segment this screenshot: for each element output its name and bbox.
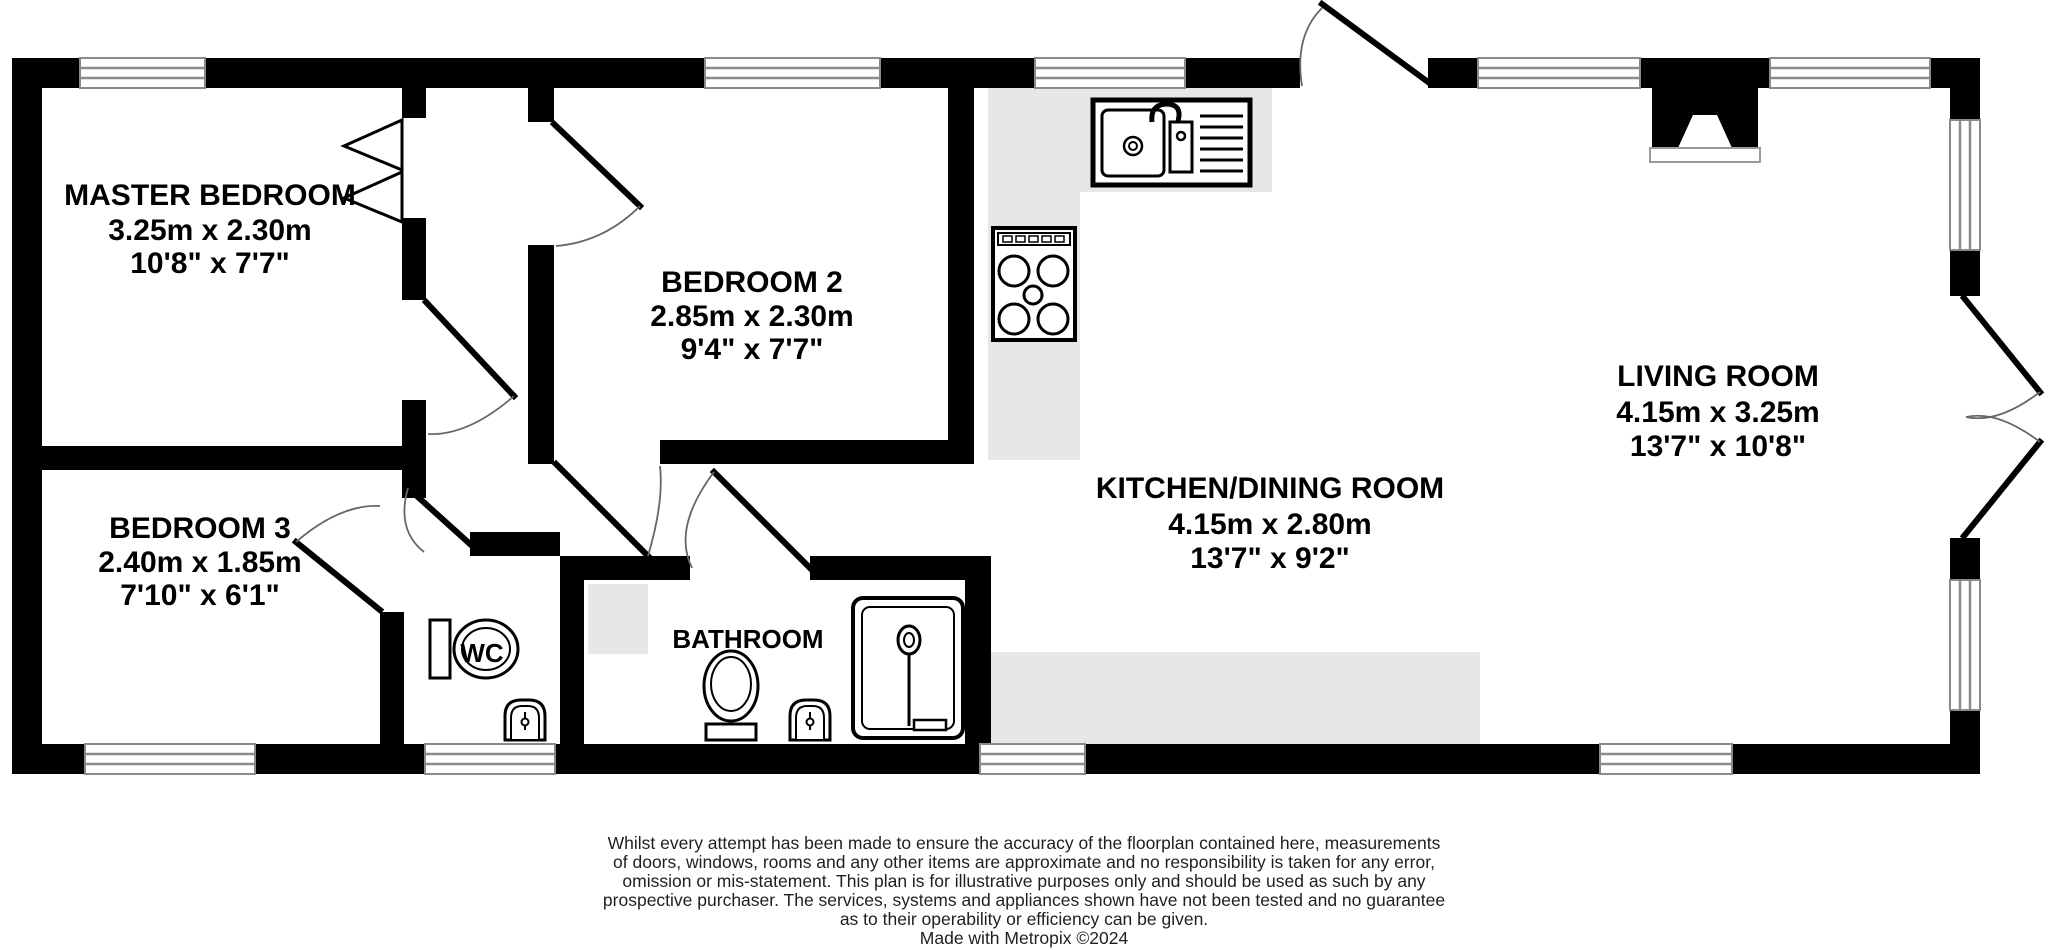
room-dim-metric: 2.85m x 2.30m [650,300,854,333]
french-doors [1964,298,2040,536]
bathroom-basin-icon [790,700,830,740]
window-master-top [80,58,205,88]
room-name: LIVING ROOM [1617,360,1819,393]
window-kitchen-top [1035,58,1185,88]
window-living-top-left [1478,58,1640,88]
disclaimer-line-5: as to their operability or efficiency can be given. [839,909,1209,929]
label-living-room [1616,360,1819,463]
disclaimer-line-1: Whilst every attempt has been made to ensure the accuracy of the floorplan contained here, measurements [607,833,1441,853]
disclaimer [603,833,1445,948]
label-master-bedroom [64,179,356,280]
bathroom-cupboard [588,584,648,654]
room-dim-imperial: 13'7" x 9'2" [1190,542,1350,575]
window-living-right-lower [1950,580,1980,710]
bathroom-toilet-icon [704,651,758,740]
kitchen-sink-icon [1093,100,1250,185]
room-dim-imperial: 13'7" x 10'8" [1629,430,1807,463]
label-kitchen-dining [1096,472,1444,575]
window-living-top-right [1770,58,1930,88]
bathroom-door [686,472,810,568]
disclaimer-line-3: omission or mis-statement. This plan is for illustrative purposes only and should be used as such by any [622,871,1426,891]
room-dim-metric: 3.25m x 2.30m [108,214,312,247]
metropix-credit: Made with Metropix ©2024 [919,928,1129,948]
room-labels [64,179,1820,668]
bedroom2-wardrobe-door [554,124,640,246]
disclaimer-line-4: prospective purchaser. The services, systems and appliances shown have not been tested and no guarantee [602,890,1446,910]
window-bedroom2-top [705,58,880,88]
room-name: KITCHEN/DINING ROOM [1095,472,1445,505]
fireplace-icon [1650,88,1760,162]
room-dim-metric: 4.15m x 2.80m [1168,508,1372,541]
label-wc: WC [460,638,504,668]
label-bedroom-3 [98,512,301,612]
room-name: BEDROOM 2 [661,266,843,299]
room-name: MASTER BEDROOM [64,179,356,212]
entrance-door [1300,4,1428,86]
room-dim-imperial: 9'4" x 7'7" [680,333,824,366]
bedroom3-door [296,506,380,610]
window-dining-bottom [980,744,1085,774]
shower-icon [853,598,963,738]
room-dim-metric: 2.40m x 1.85m [98,546,302,579]
dining-unit-zone [991,652,1480,744]
hob-icon [993,228,1075,340]
wc-basin-icon [505,700,545,740]
room-dim-imperial: 7'10" x 6'1" [120,579,280,612]
label-bathroom: BATHROOM [672,624,824,654]
bedroom2-door [556,464,661,556]
window-living-bottom [1600,744,1732,774]
wc-door [404,488,470,552]
label-bedroom-2 [650,266,853,366]
window-bedroom3-bottom [85,744,255,774]
room-dim-metric: 4.15m x 3.25m [1616,396,1820,429]
room-dim-imperial: 10'8" x 7'7" [130,247,290,280]
disclaimer-line-2: of doors, windows, rooms and any other items are approximate and no responsibility is taken for any error, [613,852,1435,872]
window-living-right-upper [1950,120,1980,250]
master-bedroom-door [426,302,514,434]
window-wc-bottom [425,744,555,774]
room-name: BEDROOM 3 [109,512,291,545]
